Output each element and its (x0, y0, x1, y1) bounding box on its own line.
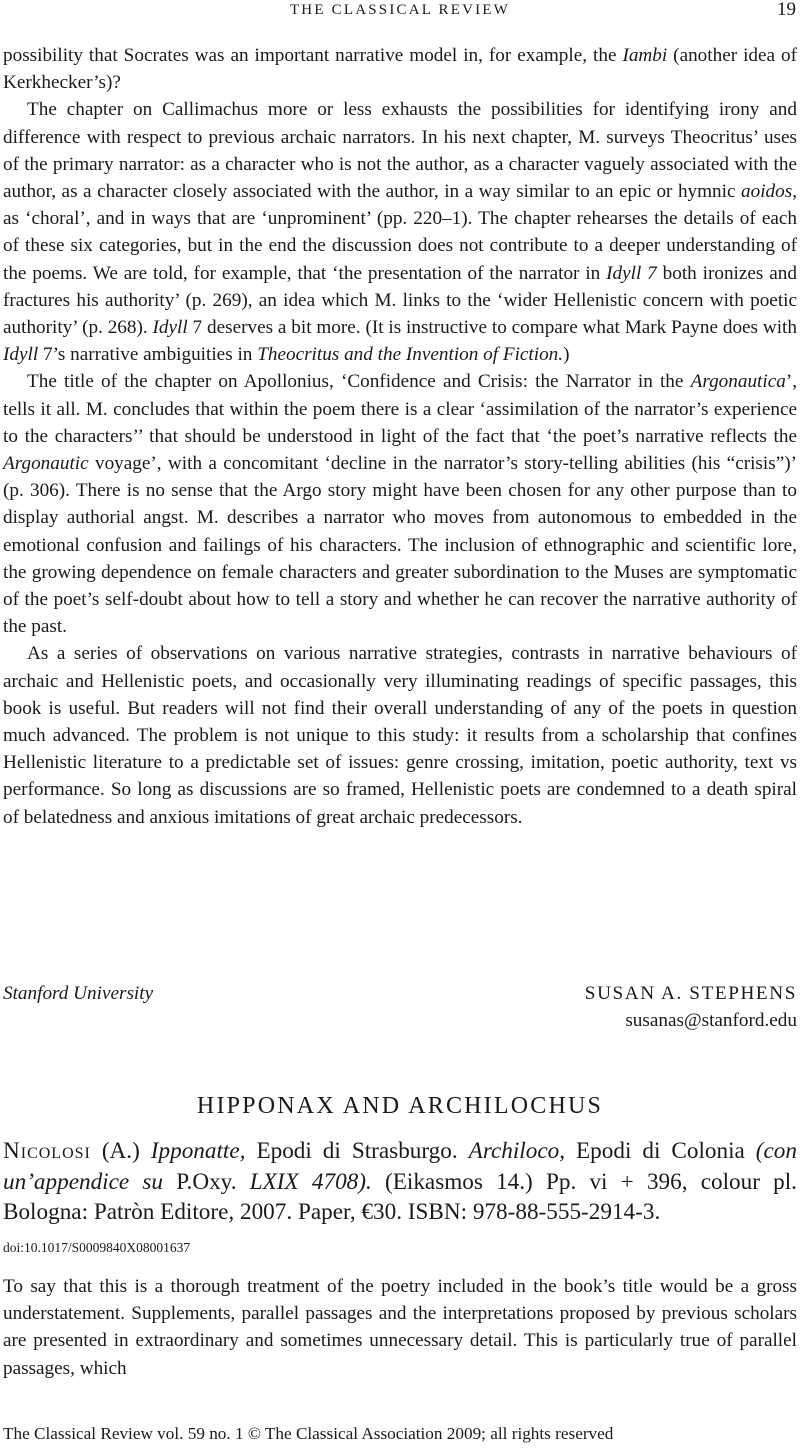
doi-line: doi:10.1017/S0009840X08001637 (3, 1240, 191, 1255)
text-run: ’, tells it all. M. concludes that within the poem there is a clear ‘assimilation of the narrator’s experience to the characters’’ that should be understood in light of the fact that ‘the poet’s narrative reflects the (3, 371, 797, 447)
citation-text: P.Oxy. (163, 1168, 250, 1195)
italic-title: Theocritus and the Invention of Fiction. (257, 344, 564, 366)
italic-title: Iambi (622, 45, 668, 66)
reviewer-email: susanas@stanford.edu (625, 1010, 797, 1031)
reviewer-affiliation: Stanford University (3, 983, 154, 1004)
paragraph-1 (3, 42, 797, 96)
review-section-heading: HIPPONAX AND ARCHILOCHUS (196, 1093, 604, 1119)
text-run: 7 deserves a bit more. (It is instructive to compare what Mark Payne does with (187, 317, 797, 339)
citation-initial: (A.) (90, 1138, 151, 1164)
text-run: possibility that Socrates was an important narrative model in, for example, the (3, 45, 623, 66)
citation-text: (Eikasmos 14.) Pp. vi + 396, colour pl. Bologna: Patròn Editore, 2007. Paper, €30. ISBN: 978-88-555-2914-3. (3, 1168, 797, 1226)
citation-title-4: LXIX 4708). (249, 1168, 372, 1195)
text-run: , as ‘choral’, and in ways that are ‘unprominent’ (pp. 220–1). The chapter rehearses the details of each of these six categories, but in the end the discussion does not contribute to a deeper understanding of the poems. We are told, for example, that ‘the presentation of the narrator in (3, 181, 797, 284)
paragraph-4: As a series of observations on various narrative strategies, contrasts in narrative behaviours of archaic and Hellenistic poets, and occasionally very illuminating readings of specific passages, this book is useful. But readers will not find their overall understanding of any of the poets in question much advanced. The problem is not unique to this study: it results from a scholarship that confines Hellenistic literature to a predictable set of issues: genre crossing, imitation, poetic authority, text vs performance. So long as discussions are so framed, Hellenistic poets are condemned to a death spiral of belatedness and anxious imitations of great archaic predecessors. (3, 643, 797, 828)
copyright-footer: The Classical Review vol. 59 no. 1 © The Classical Association 2009; all rights reserved (3, 1424, 614, 1443)
running-head (0, 0, 800, 26)
italic-title: Idyll (3, 344, 39, 366)
review-opening-text (3, 1273, 797, 1382)
paragraph-2 (3, 96, 797, 368)
paragraph-3 (3, 368, 797, 640)
text-run: both ironizes and fractures his authority’ (p. 269), an idea which M. links to the ‘wider Hellenistic concern with poetic authority’ (p. 268). (3, 262, 797, 339)
text-run: voyage’, with a concomitant ‘decline in the narrator’s story-telling abilities (his “crisis”)’ (p. 306). There is no sense that the Argo story might have been chosen for any other purpose than to display authorial angst. M. describes a narrator who moves from autonomous to embedded in the emotional confusion and failings of his characters. The inclusion of ethnographic and scientific lore, the growing dependence on female characters and greater subordination to the Muses are symptomatic of the poet’s self-doubt about how to tell a story and whether he can recover the narrative authority of the past. (3, 453, 797, 638)
running-title: THE CLASSICAL REVIEW (289, 2, 511, 18)
citation-title-2: Archiloco, (468, 1138, 566, 1164)
text-run: The chapter on Callimachus more or less exhausts the possibilities for identifying irony and difference with respect to previous archaic narrators. In his next chapter, M. surveys Theocritus’ uses of the primary narrator: as a character who is not the author, as a character vaguely associated with the author, as a character closely associated with the author, in a way similar to an epic or hymnic (3, 99, 797, 203)
citation-author: Nicolosi (3, 1138, 91, 1164)
text-run: 7’s narrative ambiguities in (38, 344, 258, 366)
review-body-text (3, 42, 797, 831)
paragraph-review-1: To say that this is a thorough treatment of the poetry included in the book’s title would be a gross understatement. Supplements, parallel passages and the interpretations proposed by previous scholars are presented in extraordinary and sometimes unnecessary detail. This is particularly true of parallel passages, which (3, 1276, 797, 1379)
italic-title: Idyll 7 (606, 262, 657, 284)
text-run: ) (563, 344, 570, 366)
text-run: The title of the chapter on Apollonius, ‘Confidence and Crisis: the Narrator in the (27, 371, 691, 393)
italic-title: Argonautic (3, 453, 89, 475)
book-citation (3, 1136, 797, 1228)
text-run: (another idea of Kerkhecker’s)? (3, 45, 797, 94)
italic-title: Idyll (152, 317, 188, 339)
page-number: 19 (777, 0, 796, 20)
reviewer-name: SUSAN A. STEPHENS (584, 983, 797, 1004)
citation-text: Epodi di Strasburgo. (245, 1138, 469, 1164)
citation-title-1: Ipponatte, (150, 1138, 246, 1164)
citation-text: Epodi di Colonia (565, 1138, 756, 1164)
citation-title-3: (con un’appendice su (3, 1138, 797, 1195)
italic-title: Argonautica (690, 371, 786, 393)
italic-term: aoidos (741, 181, 793, 203)
